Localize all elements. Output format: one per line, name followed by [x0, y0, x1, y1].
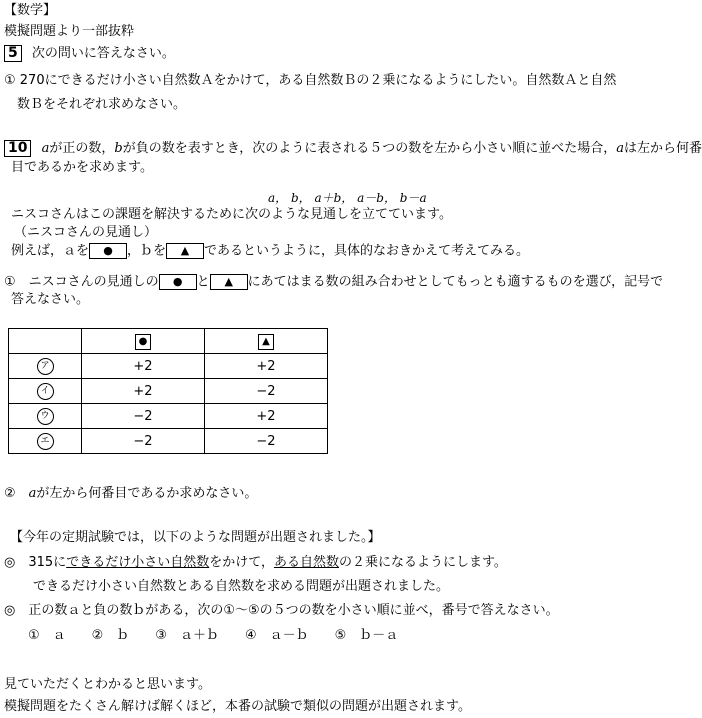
circle-value: +2	[82, 354, 205, 379]
item1-underline-1: できるだけ小さい自然数	[66, 555, 210, 570]
choice-label: イ	[37, 383, 54, 400]
circle-icon: ●	[135, 334, 151, 350]
question-5-line2: 数Ｂをそれぞれ求めなさい。	[17, 97, 187, 112]
table-row	[9, 354, 328, 379]
header-circle-cell	[82, 329, 205, 354]
item1-mid: をかけて，	[209, 555, 274, 570]
exam-item-1-line2: できるだけ小さい自然数とある自然数を求める問題が出題されました。	[33, 579, 450, 594]
sub2-post: が左から何番目であるか求めなさい。	[36, 486, 258, 501]
triangle-box-2: ▲	[210, 274, 248, 290]
header-triangle-cell	[205, 329, 328, 354]
double-circle-mark: ◎	[4, 555, 16, 570]
sub2-var: a	[28, 486, 37, 501]
question-10-number: 10	[4, 140, 31, 157]
triangle-value: −2	[205, 429, 328, 454]
exam-item-2: ◎ 正の数ａと負の数ｂがある，次の①～⑤の５つの数を小さい順に並べ，番号で答えなさい。	[4, 603, 559, 618]
triangle-box: ▲	[166, 243, 204, 259]
example-line	[11, 243, 529, 260]
triangle-icon: ▲	[258, 334, 274, 350]
footer-line-2: 模擬問題をたくさん解けば解くほど，本番の試験で類似の問題が出題されます。	[4, 699, 471, 714]
row-label-cell	[9, 404, 82, 429]
question-5-number: 5	[4, 45, 22, 62]
footer-line-1: 見ていただくとわかると思います。	[4, 677, 211, 692]
subquestion-1-line2: 答えなさい。	[11, 292, 90, 307]
choice-label: エ	[37, 433, 54, 450]
variable-a: a	[41, 141, 50, 156]
variable-b: b	[114, 141, 123, 156]
example-mid: ，ｂを	[127, 243, 167, 259]
table-header-row	[9, 329, 328, 354]
item1-post: の２乗になるようにします。	[338, 555, 507, 570]
question-5-line1: ① 270にできるだけ小さい自然数Ａをかけて，ある自然数Ｂの２乗になるようにしたい。自然数Ａと自然	[4, 73, 617, 88]
item1-pre: 315に	[28, 555, 67, 570]
circle-value: −2	[82, 429, 205, 454]
sub1-pre: ① ニスコさんの見通しの	[4, 274, 159, 290]
table-row	[9, 404, 328, 429]
expressions-list: a， b， a＋b， a－b， b－a	[268, 191, 427, 205]
circle-value: +2	[82, 379, 205, 404]
triangle-value: +2	[205, 354, 328, 379]
table-row	[9, 379, 328, 404]
example-pre: 例えば，ａを	[11, 243, 90, 259]
subject-heading: 【数学】	[4, 3, 57, 18]
row-label-cell	[9, 379, 82, 404]
source-note: 模擬問題より一部抜粋	[4, 24, 135, 39]
q10-text1: が正の数，	[49, 141, 115, 156]
table-corner	[9, 329, 82, 354]
sub2-pre: ②	[4, 486, 29, 501]
question-5-heading	[4, 45, 175, 62]
exam-heading: 【今年の定期試験では，以下のような問題が出題されました。】	[10, 530, 381, 545]
choice-label: ウ	[37, 408, 54, 425]
nisco-intro: ニスコさんはこの課題を解決するために次のような見通しを立てています。	[11, 207, 452, 222]
exam-item-2-options: ① ａ ② ｂ ③ ａ＋ｂ ④ ａ－ｂ ⑤ ｂ－ａ	[28, 628, 399, 643]
triangle-value: +2	[205, 404, 328, 429]
row-label-cell	[9, 429, 82, 454]
subquestion-2	[4, 486, 257, 502]
circle-box: ●	[89, 243, 127, 259]
question-5-instruction: 次の問いに答えなさい。	[31, 46, 175, 61]
sub1-and: と	[196, 274, 210, 290]
subquestion-1	[4, 274, 663, 291]
table-row	[9, 429, 328, 454]
triangle-value: −2	[205, 379, 328, 404]
options-table	[8, 328, 328, 454]
circle-value: −2	[82, 404, 205, 429]
question-10-line2: 目であるかを求めます。	[11, 160, 153, 175]
circle-box-2: ●	[159, 274, 197, 290]
sub1-post: にあてはまる数の組み合わせとしてもっとも適するものを選び，記号で	[247, 274, 664, 290]
row-label-cell	[9, 354, 82, 379]
choice-label: ア	[37, 358, 54, 375]
exam-item-1	[4, 555, 507, 571]
q10-text2: が負の数を表すとき，次のように表される５つの数を左から小さい順に並べた場合，	[122, 141, 617, 156]
question-10-heading	[4, 140, 702, 157]
q10-text3: は左から何番	[623, 141, 702, 156]
nisco-label: （ニスコさんの見通し）	[14, 225, 158, 240]
example-post: であるというように，具体的なおきかえて考えてみる。	[204, 243, 530, 259]
variable-a2: a	[616, 141, 624, 156]
item1-underline-2: ある自然数	[273, 555, 339, 570]
